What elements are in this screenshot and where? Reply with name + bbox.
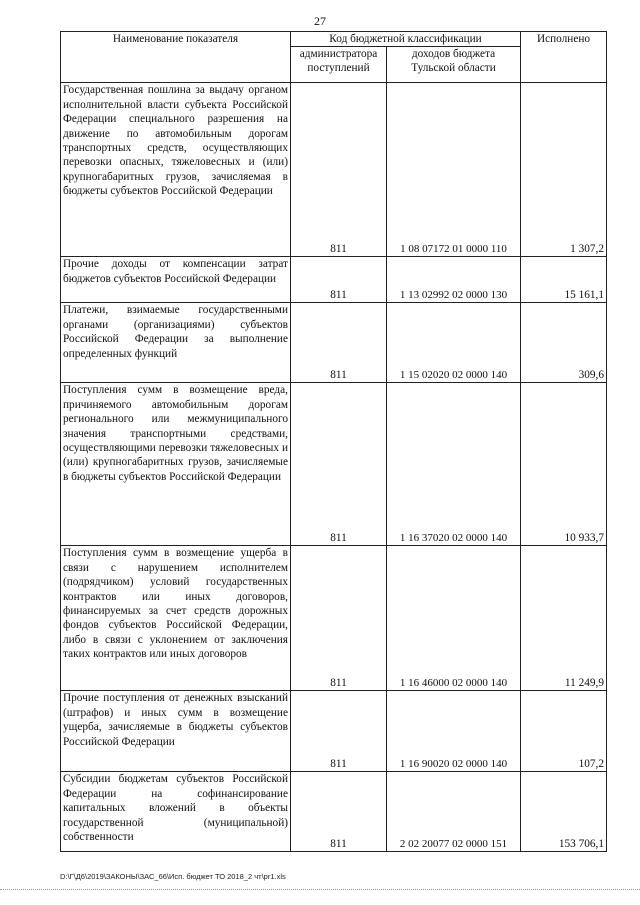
row-code: 1 16 90020 02 0000 140 <box>387 691 521 772</box>
row-admin: 811 <box>291 772 387 852</box>
scan-edge-line <box>0 889 640 891</box>
row-code: 1 15 02020 02 0000 140 <box>387 303 521 383</box>
header-revenue: доходов бюджета Тульской области <box>387 47 521 83</box>
page-number: 27 <box>314 14 326 28</box>
header-code-group: Код бюджетной классификации <box>291 32 521 47</box>
row-code: 1 13 02992 02 0000 130 <box>387 257 521 303</box>
budget-table <box>60 31 607 852</box>
row-code: 1 08 07172 01 0000 110 <box>387 83 521 257</box>
row-name: Прочие поступления от денежных взысканий (штрафов) и иных сумм в возмещение ущерба, зачисляемые в бюджеты субъектов Российской Федерации <box>61 691 291 772</box>
table-row <box>61 546 607 691</box>
row-amount: 10 933,7 <box>521 383 607 546</box>
table-row <box>61 83 607 257</box>
header-executed: Исполнено <box>521 32 607 83</box>
row-admin: 811 <box>291 383 387 546</box>
table-row <box>61 772 607 852</box>
row-code: 1 16 37020 02 0000 140 <box>387 383 521 546</box>
row-admin: 811 <box>291 546 387 691</box>
row-name: Государственная пошлина за выдачу органом исполнительной власти субъекта Российской Федерации специального разрешения на движение по автомобильным дорогам транспортных средств, осуществляющих перевозки опасных, тяжеловесных и (или) крупногабаритных грузов, зачисляемая в бюджеты субъектов Российской Федерации <box>61 83 291 257</box>
header-name: Наименование показателя <box>61 32 291 83</box>
row-admin: 811 <box>291 257 387 303</box>
table-row <box>61 383 607 546</box>
row-amount: 11 249,9 <box>521 546 607 691</box>
table-body <box>61 83 607 852</box>
row-amount: 153 706,1 <box>521 772 607 852</box>
row-code: 1 16 46000 02 0000 140 <box>387 546 521 691</box>
row-amount: 309,6 <box>521 303 607 383</box>
row-admin: 811 <box>291 83 387 257</box>
row-name: Поступления сумм в возмещение ущерба в связи с нарушением исполнителем (подрядчиком) условий государственных контрактов или иных договоров, финансируемых за счет средств дорожных фондов субъектов Российской Федерации, либо в связи с уклонением от заключения таких контрактов или иных договоров <box>61 546 291 691</box>
table-row <box>61 691 607 772</box>
row-name: Прочие доходы от компенсации затрат бюджетов субъектов Российской Федерации <box>61 257 291 303</box>
row-amount: 107,2 <box>521 691 607 772</box>
row-name: Поступления сумм в возмещение вреда, причиняемого автомобильным дорогам регионального или межмуниципального значения транспортными средствами, осуществляющими перевозки тяжеловесных и (или) крупногабаритных грузов, зачисляемые в бюджеты субъектов Российской Федерации <box>61 383 291 546</box>
row-amount: 1 307,2 <box>521 83 607 257</box>
row-amount: 15 161,1 <box>521 257 607 303</box>
file-path-footer: D:\Г\Д6\2019\ЗАКОНЫ\ЗАС_66\Исп. бюджет ТО 2018_2 чт\pr1.xls <box>60 872 286 881</box>
row-code: 2 02 20077 02 0000 151 <box>387 772 521 852</box>
header-admin: администратора поступлений <box>291 47 387 83</box>
row-admin: 811 <box>291 303 387 383</box>
table-row <box>61 303 607 383</box>
table-row <box>61 257 607 303</box>
row-name: Платежи, взимаемые государственными органами (организациями) субъектов Российской Федерации за выполнение определенных функций <box>61 303 291 383</box>
row-admin: 811 <box>291 691 387 772</box>
row-name: Субсидии бюджетам субъектов Российской Федерации на софинансирование капитальных вложений в объекты государственной (муниципальной) собственности <box>61 772 291 852</box>
table-header <box>61 32 607 83</box>
